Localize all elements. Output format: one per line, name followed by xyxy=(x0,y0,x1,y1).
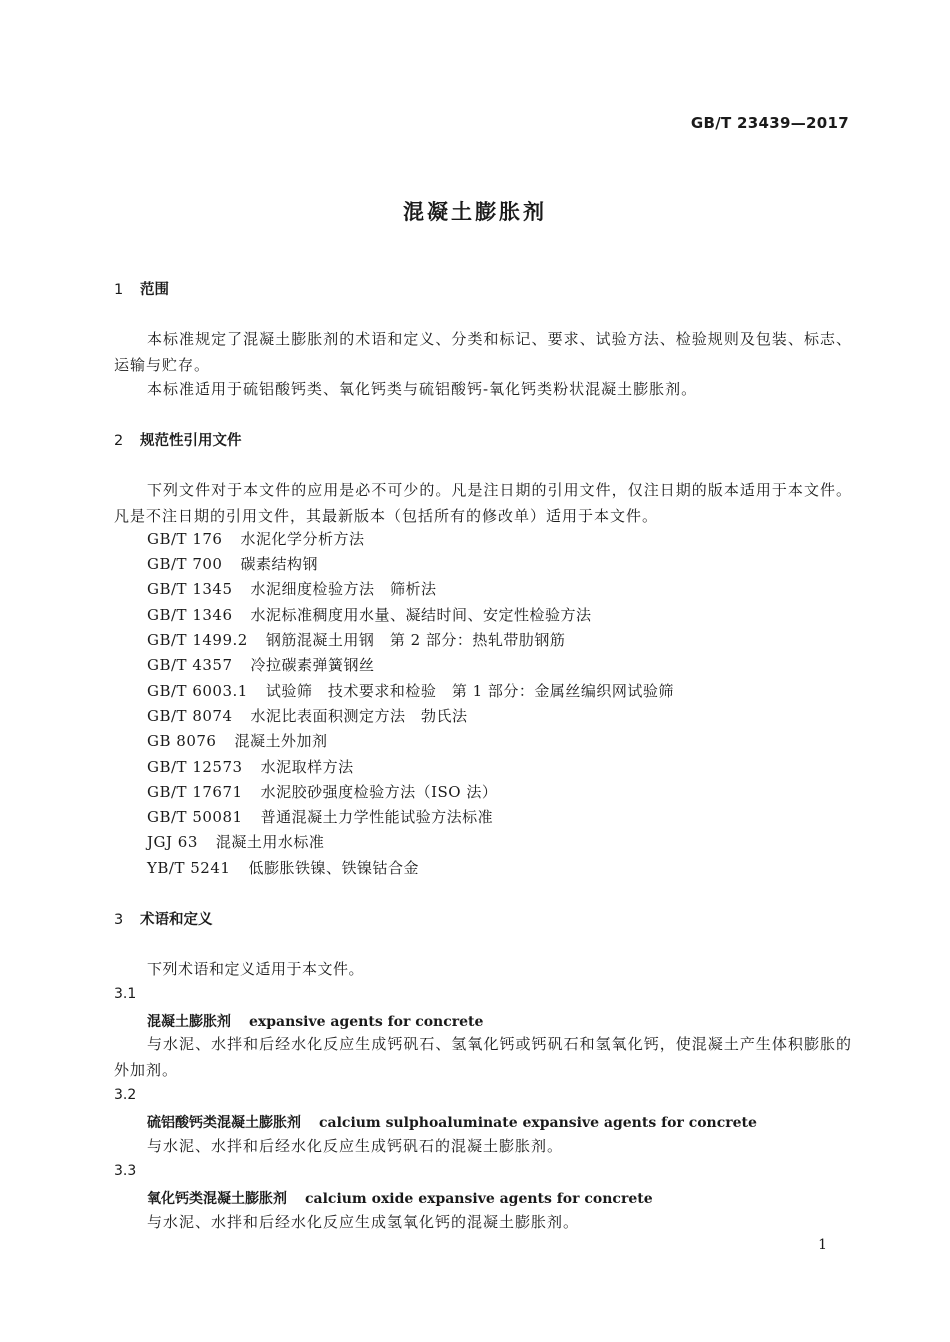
reference-code: GB/T 1346 xyxy=(147,606,233,624)
reference-title: 水泥胶砂强度检验方法（ISO 法） xyxy=(260,783,498,801)
standard-code: GB/T 23439—2017 xyxy=(690,114,849,132)
reference-title: 水泥化学分析方法 xyxy=(240,530,365,548)
reference-title: 冷拉碳素弹簧钢丝 xyxy=(250,656,375,674)
term-heading xyxy=(147,1112,757,1132)
section-title: 范围 xyxy=(140,282,169,298)
term-en: calcium oxide expansive agents for concrete xyxy=(305,1191,653,1207)
reference-item xyxy=(147,781,497,802)
term-definition: 与水泥、水拌和后经水化反应生成钙矾石、氢氧化钙或钙矾石和氢氧化钙，使混凝土产生体积膨胀的外加剂。 xyxy=(114,1035,852,1079)
reference-code: GB/T 1499.2 xyxy=(147,631,248,649)
reference-title: 试验筛 技术要求和检验 第 1 部分：金属丝编织网试验筛 xyxy=(265,682,674,700)
section-3-heading xyxy=(114,908,213,929)
reference-item xyxy=(147,528,364,549)
reference-code: GB/T 50081 xyxy=(147,808,243,826)
reference-code: GB/T 700 xyxy=(147,555,223,573)
reference-code: GB/T 4357 xyxy=(147,656,233,674)
reference-title: 混凝土外加剂 xyxy=(234,732,328,750)
term-definition: 与水泥、水拌和后经水化反应生成氢氧化钙的混凝土膨胀剂。 xyxy=(147,1213,580,1231)
term-zh: 硫铝酸钙类混凝土膨胀剂 xyxy=(147,1115,301,1131)
term-en: calcium sulphoaluminate expansive agents for concrete xyxy=(319,1115,757,1131)
term-en: expansive agents for concrete xyxy=(249,1014,484,1030)
reference-code: GB/T 8074 xyxy=(147,707,233,725)
reference-item xyxy=(147,705,468,726)
scope-paragraph-1: 本标准规定了混凝土膨胀剂的术语和定义、分类和标记、要求、试验方法、检验规则及包装、标志、运输与贮存。 xyxy=(114,330,852,374)
section-number: 3 xyxy=(114,912,124,928)
reference-item xyxy=(147,857,419,878)
reference-title: 水泥标准稠度用水量、凝结时间、安定性检验方法 xyxy=(250,606,592,624)
reference-code: GB 8076 xyxy=(147,732,217,750)
section-number: 2 xyxy=(114,433,124,449)
reference-title: 碳素结构钢 xyxy=(240,555,318,573)
reference-item xyxy=(147,680,674,701)
reference-item xyxy=(147,629,565,650)
reference-code: GB/T 6003.1 xyxy=(147,682,248,700)
reference-title: 低膨胀铁镍、铁镍钴合金 xyxy=(248,859,419,877)
reference-item xyxy=(147,654,375,675)
page-number: 1 xyxy=(818,1237,827,1253)
scope-paragraph-2: 本标准适用于硫铝酸钙类、氧化钙类与硫铝酸钙-氧化钙类粉状混凝土膨胀剂。 xyxy=(147,380,698,398)
document-title: 混凝土膨胀剂 xyxy=(403,200,547,224)
reference-title: 水泥比表面积测定方法 勃氏法 xyxy=(250,707,468,725)
reference-code: GB/T 1345 xyxy=(147,580,233,598)
section-1-heading xyxy=(114,278,169,299)
reference-title: 混凝土用水标准 xyxy=(215,833,325,851)
section-number: 1 xyxy=(114,282,124,298)
refs-intro: 下列文件对于本文件的应用是必不可少的。凡是注日期的引用文件，仅注日期的版本适用于本文件。凡是不注日期的引用文件，其最新版本（包括所有的修改单）适用于本文件。 xyxy=(114,481,852,525)
terms-intro: 下列术语和定义适用于本文件。 xyxy=(147,960,365,978)
reference-code: JGJ 63 xyxy=(147,833,198,851)
section-title: 术语和定义 xyxy=(140,912,213,928)
reference-code: GB/T 17671 xyxy=(147,783,243,801)
reference-code: GB/T 12573 xyxy=(147,758,243,776)
reference-title: 水泥细度检验方法 筛析法 xyxy=(250,580,437,598)
reference-item xyxy=(147,578,437,599)
reference-title: 普通混凝土力学性能试验方法标准 xyxy=(260,808,494,826)
term-heading xyxy=(147,1011,483,1031)
reference-title: 钢筋混凝土用钢 第 2 部分：热轧带肋钢筋 xyxy=(265,631,566,649)
reference-item xyxy=(147,553,318,574)
term-number: 3.1 xyxy=(114,986,137,1002)
term-definition: 与水泥、水拌和后经水化反应生成钙矾石的混凝土膨胀剂。 xyxy=(147,1137,564,1155)
term-number: 3.3 xyxy=(114,1163,137,1179)
term-zh: 氧化钙类混凝土膨胀剂 xyxy=(147,1191,287,1207)
reference-title: 水泥取样方法 xyxy=(260,758,354,776)
reference-code: YB/T 5241 xyxy=(147,859,231,877)
section-title: 规范性引用文件 xyxy=(140,433,242,449)
term-number: 3.2 xyxy=(114,1087,137,1103)
term-heading xyxy=(147,1188,653,1208)
reference-item xyxy=(147,831,324,852)
term-zh: 混凝土膨胀剂 xyxy=(147,1014,231,1030)
reference-item xyxy=(147,756,354,777)
section-2-heading xyxy=(114,429,242,450)
reference-item xyxy=(147,730,327,751)
reference-item xyxy=(147,604,592,625)
reference-item xyxy=(147,806,493,827)
reference-code: GB/T 176 xyxy=(147,530,223,548)
